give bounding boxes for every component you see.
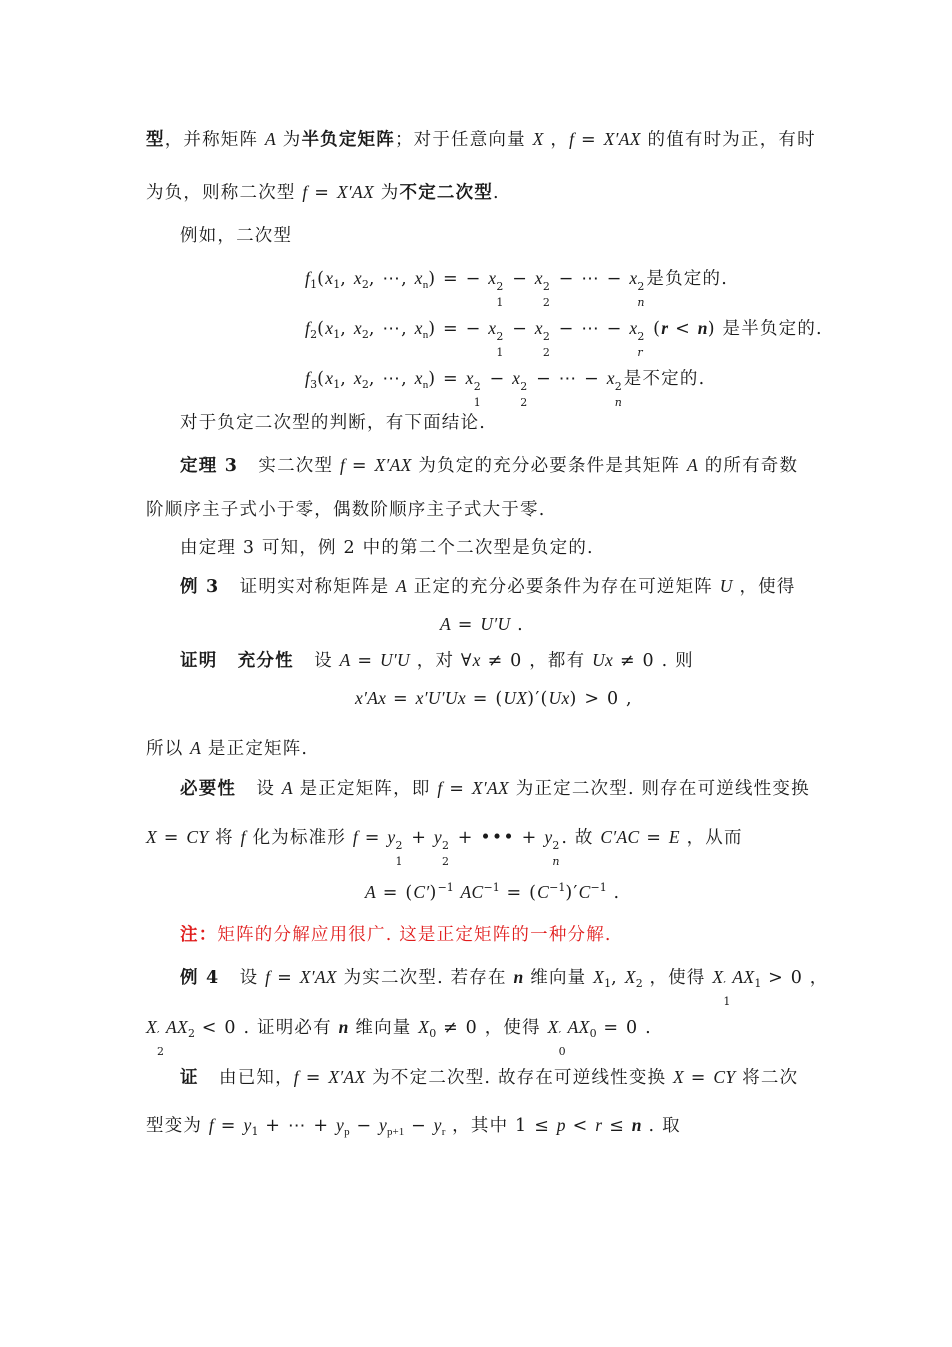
text-line: 对于负定二次型的判断，有下面结论. [180,413,486,433]
text-line: 例如，二次型 [180,226,293,246]
proof-line: 必要性 设 A 是正定矩阵，即 f = X′AX 为正定二次型. 则存在可逆线性变换 [180,778,810,799]
formula-line: $f_2(x_1$, $x_2$, ⋯, $x_n$) = − x 2 1 − x 2 2 − ⋯ − x 2 r (r < n) 是半负定的. [305,318,823,359]
theorem-line: 定理 3 实二次型 f = X′AX 为负定的充分必要条件是其矩阵 A 的所有奇数 [180,455,799,476]
text-line: 由定理 3 可知，例 2 中的第二个二次型是负定的. [180,538,594,558]
proof-line: X = CY 将 f 化为标准形 f = y 2 1 + y 2 2 + ••• + y 2 n . 故 C′AC = E ，从而 [146,827,743,868]
example-line: 例 3 证明实对称矩阵是 A 正定的充分必要条件为存在可逆矩阵 U ，使得 [180,576,796,597]
proof-line: 型变为 $f = y_1$ + ⋯ + $y_p - y_{p+1} - y_r$ ，其中 1 ≤ p < r ≤ n . 取 [146,1115,681,1138]
formula-line: x′Ax = x′U′Ux = (UX)′(Ux) > 0 , [355,688,633,709]
text-line: 阶顺序主子式小于零，偶数阶顺序主子式大于零. [146,500,546,520]
note-line: 注：矩阵的分解应用很广. 这是正定矩阵的一种分解. [180,925,612,945]
text-line: 为负，则称二次型 f = X′AX 为不定二次型. [146,182,500,203]
proof-line: 证 由已知，f = X′AX 为不定二次型. 故存在可逆线性变换 X = CY 将二次 [180,1067,799,1088]
formula-line: $f_1(x_1$, $x_2$, ⋯, $x_n$) = − x 2 1 − x 2 2 − ⋯ − x 2 n 是负定的. [305,268,728,309]
example-line: 例 4 设 f = X′AX 为实二次型. 若存在 n 维向量 $X_1$, $X_2$ ，使得 X ′ 1 $AX_1 > 0$ ， [180,967,829,1008]
text-line: 所以 A 是正定矩阵. [146,738,309,759]
formula-line: $A = (C')^{-1}$ $AC^{-1} = (C^{-1})'C^{-1}$ . [365,881,621,903]
formula-line: A = U′U . [440,614,524,635]
text-line: 型，并称矩阵 A 为半负定矩阵；对于任意向量 X ，f = X′AX 的值有时为正，有时 [146,129,816,150]
proof-line: 证明 充分性 设 A = U′U ，对 ∀x ≠ 0 ，都有 Ux ≠ 0 . 则 [180,650,694,671]
formula-line: $f_3(x_1$, $x_2$, ⋯, $x_n) = x$ 2 1 − x 2 2 − ⋯ − x 2 n 是不定的. [305,368,706,409]
example-line: X ′ 2 $AX_2 < 0$ . 证明必有 n 维向量 $X_0 \ne 0$ ，使得 X ′ 0 $AX_0 = 0$ . [146,1017,652,1058]
